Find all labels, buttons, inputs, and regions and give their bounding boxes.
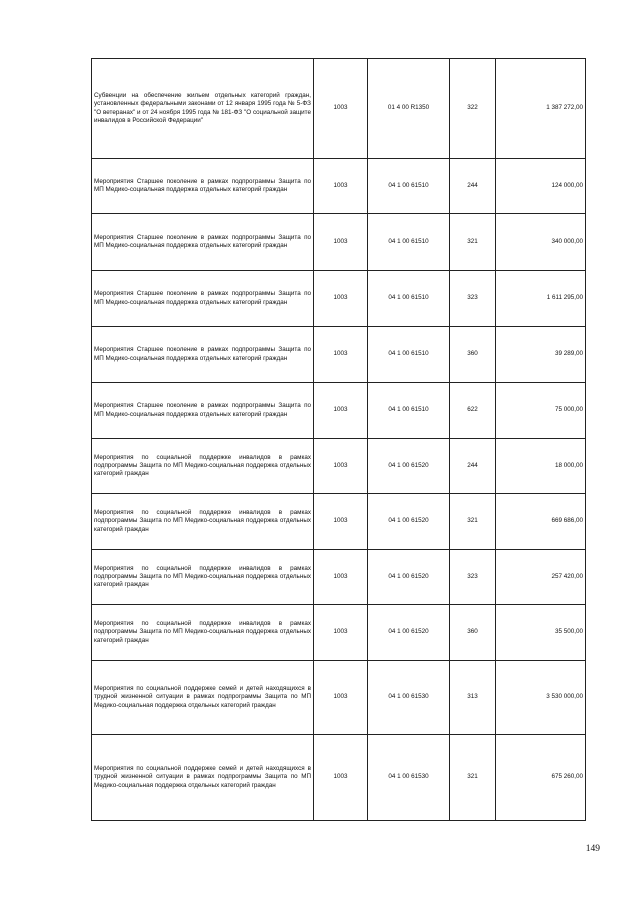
row-name-cell: Мероприятия по социальной поддержке инвалидов в рамках подпрограммы Защита по МП Медико-социальная поддержка отдельных категорий граждан [92, 439, 314, 494]
expense-type-cell: 360 [450, 605, 496, 661]
amount-cell: 35 500,00 [496, 605, 586, 661]
target-code-cell: 04 1 00 61530 [368, 661, 450, 735]
section-code-cell: 1003 [314, 550, 368, 605]
target-code-cell: 04 1 00 61530 [368, 735, 450, 821]
section-code-cell: 1003 [314, 439, 368, 494]
target-code-cell: 04 1 00 61510 [368, 383, 450, 439]
section-code-cell: 1003 [314, 214, 368, 271]
table-row [92, 383, 586, 439]
amount-cell: 1 611 295,00 [496, 271, 586, 327]
amount-cell: 1 387 272,00 [496, 59, 586, 159]
expense-type-cell: 323 [450, 271, 496, 327]
section-code-cell: 1003 [314, 735, 368, 821]
target-code-cell: 01 4 00 R1350 [368, 59, 450, 159]
expense-type-cell: 322 [450, 59, 496, 159]
target-code-cell: 04 1 00 61510 [368, 214, 450, 271]
table-row [92, 214, 586, 271]
section-code-cell: 1003 [314, 383, 368, 439]
amount-cell: 124 000,00 [496, 159, 586, 214]
section-code-cell: 1003 [314, 271, 368, 327]
amount-cell: 18 000,00 [496, 439, 586, 494]
budget-table [91, 58, 586, 821]
expense-type-cell: 244 [450, 159, 496, 214]
row-name-cell: Мероприятия Старшее поколение в рамках подпрограммы Защита по МП Медико-социальная поддержка отдельных категорий граждан [92, 214, 314, 271]
expense-type-cell: 321 [450, 494, 496, 550]
amount-cell: 675 260,00 [496, 735, 586, 821]
expense-type-cell: 321 [450, 214, 496, 271]
expense-type-cell: 622 [450, 383, 496, 439]
row-name-cell: Субвенции на обеспечение жильем отдельных категорий граждан, установленных федеральными законами от 12 января 1995 года № 5-ФЗ "О ветеранах" и от 24 ноября 1995 года № 181-ФЗ "О социальной защите инвалидов в Российской Федерации" [92, 59, 314, 159]
expense-type-cell: 360 [450, 327, 496, 383]
page-number: 149 [585, 844, 600, 854]
section-code-cell: 1003 [314, 159, 368, 214]
table-row [92, 550, 586, 605]
section-code-cell: 1003 [314, 661, 368, 735]
row-name-cell: Мероприятия Старшее поколение в рамках подпрограммы Защита по МП Медико-социальная поддержка отдельных категорий граждан [92, 327, 314, 383]
table-row [92, 271, 586, 327]
row-name-cell: Мероприятия Старшее поколение в рамках подпрограммы Защита по МП Медико-социальная поддержка отдельных категорий граждан [92, 383, 314, 439]
target-code-cell: 04 1 00 61520 [368, 605, 450, 661]
target-code-cell: 04 1 00 61510 [368, 159, 450, 214]
row-name-cell: Мероприятия по социальной поддержке инвалидов в рамках подпрограммы Защита по МП Медико-социальная поддержка отдельных категорий граждан [92, 494, 314, 550]
amount-cell: 669 686,00 [496, 494, 586, 550]
row-name-cell: Мероприятия по социальной поддержке семей и детей находящихся в трудной жизненной ситуации в рамках подпрограммы Защита по МП Медико-социальная поддержка отдельных категорий граждан [92, 661, 314, 735]
table-row [92, 159, 586, 214]
expense-type-cell: 244 [450, 439, 496, 494]
section-code-cell: 1003 [314, 494, 368, 550]
row-name-cell: Мероприятия Старшее поколение в рамках подпрограммы Защита по МП Медико-социальная поддержка отдельных категорий граждан [92, 159, 314, 214]
table-row [92, 439, 586, 494]
expense-type-cell: 323 [450, 550, 496, 605]
table-row [92, 661, 586, 735]
target-code-cell: 04 1 00 61520 [368, 439, 450, 494]
amount-cell: 3 530 000,00 [496, 661, 586, 735]
table-body [92, 59, 586, 821]
target-code-cell: 04 1 00 61520 [368, 550, 450, 605]
table-row [92, 735, 586, 821]
section-code-cell: 1003 [314, 605, 368, 661]
amount-cell: 257 420,00 [496, 550, 586, 605]
row-name-cell: Мероприятия по социальной поддержке инвалидов в рамках подпрограммы Защита по МП Медико-социальная поддержка отдельных категорий граждан [92, 605, 314, 661]
expense-type-cell: 321 [450, 735, 496, 821]
row-name-cell: Мероприятия по социальной поддержке инвалидов в рамках подпрограммы Защита по МП Медико-социальная поддержка отдельных категорий граждан [92, 550, 314, 605]
target-code-cell: 04 1 00 61520 [368, 494, 450, 550]
section-code-cell: 1003 [314, 59, 368, 159]
amount-cell: 75 000,00 [496, 383, 586, 439]
row-name-cell: Мероприятия Старшее поколение в рамках подпрограммы Защита по МП Медико-социальная поддержка отдельных категорий граждан [92, 271, 314, 327]
section-code-cell: 1003 [314, 327, 368, 383]
amount-cell: 39 289,00 [496, 327, 586, 383]
expense-type-cell: 313 [450, 661, 496, 735]
table-row [92, 605, 586, 661]
row-name-cell: Мероприятия по социальной поддержке семей и детей находящихся в трудной жизненной ситуации в рамках подпрограммы Защита по МП Медико-социальная поддержка отдельных категорий граждан [92, 735, 314, 821]
table-row [92, 327, 586, 383]
target-code-cell: 04 1 00 61510 [368, 327, 450, 383]
table-row [92, 59, 586, 159]
target-code-cell: 04 1 00 61510 [368, 271, 450, 327]
table-row [92, 494, 586, 550]
amount-cell: 340 000,00 [496, 214, 586, 271]
